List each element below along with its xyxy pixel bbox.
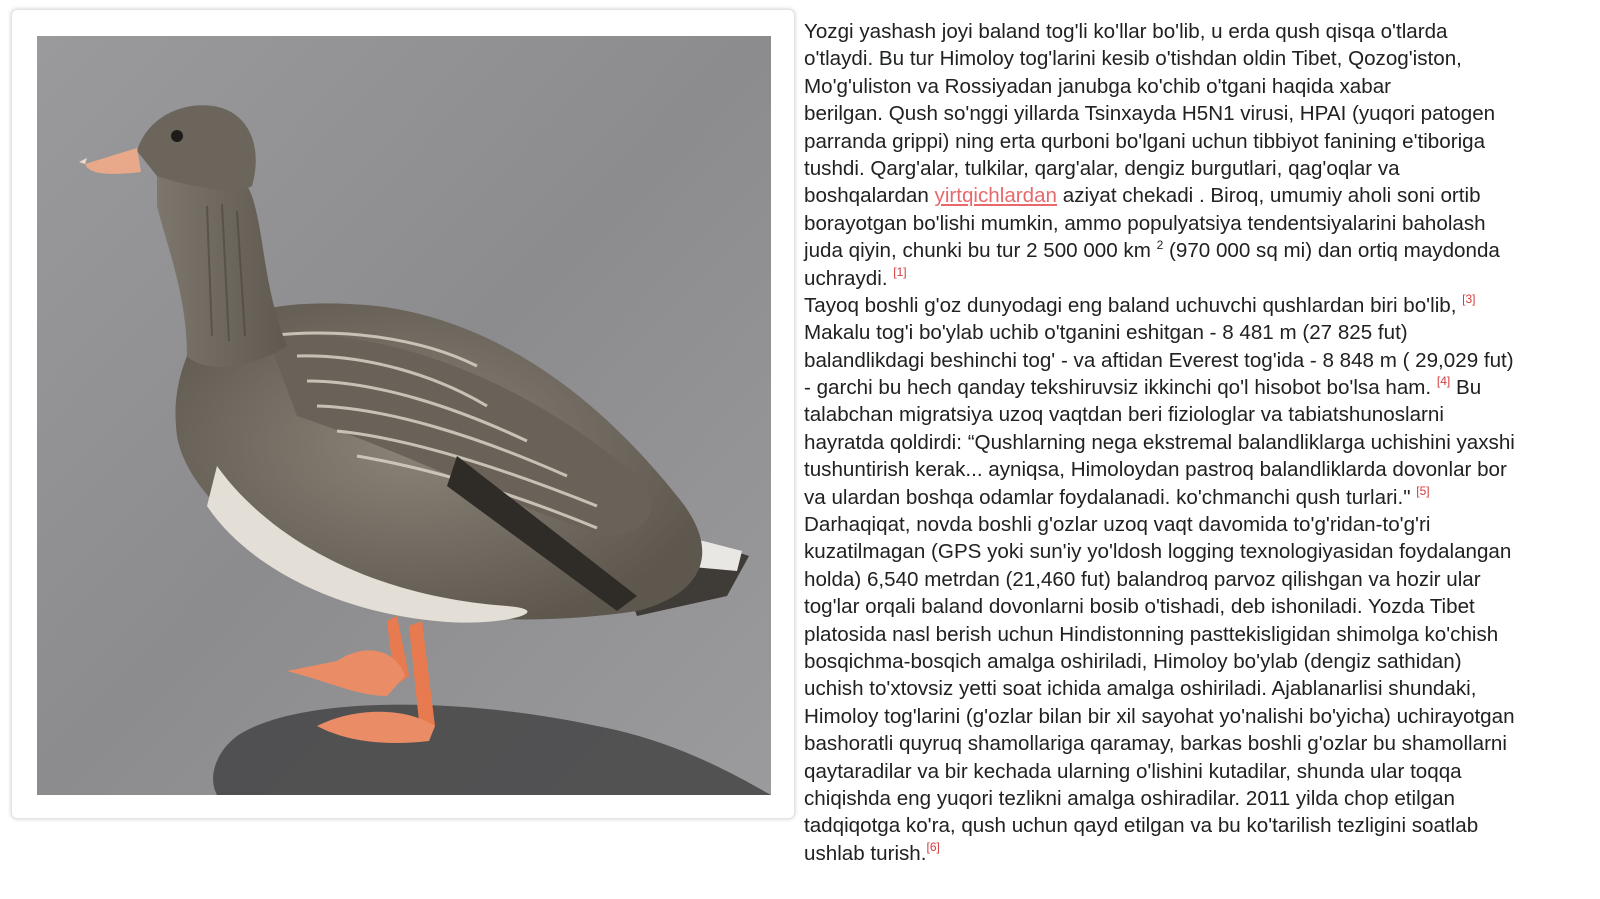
superscript-2: 2 [1156,238,1164,253]
text-line [804,265,1594,292]
text-line: borayotgan bo'lishi mumkin, ammo populyatsiya tendentsiyalarini baholash [804,211,1486,235]
text-line: kuzatilmagan (GPS yoki sun'iy yo'ldosh logging texnologiyasidan foydalangan [804,540,1512,564]
goose-photo[interactable] [37,36,771,795]
article-text [804,18,1594,867]
text-line: tog'lar orqali baland dovonlarni bosib o'tishadi, deb ishoniladi. Yozda Tibet [804,595,1475,619]
text-line: Yozgi yashash joyi baland tog'li ko'llar bo'lib, u erda qush qisqa o'tlarda [804,20,1448,43]
text-fragment: uchraydi. [804,266,894,290]
reference-link-4[interactable]: [4] [1436,374,1451,389]
text-line: qaytaradilar va bir kechada ularning o'lishini kutadilar, shunda ular toqqa [804,759,1462,783]
text-line [804,237,1594,264]
text-line [804,374,1594,401]
text-line [804,840,1594,867]
predators-link[interactable]: yirtqichlardan [934,184,1058,208]
text-line: bashoratli quyruq shamollariga qaramay, barkas boshli g'ozlar bu shamollarni [804,732,1507,756]
reference-link-6[interactable]: [6] [926,839,940,854]
text-line: o'tlaydi. Bu tur Himoloy tog'larini kesib o'tishdan oldin Tibet, Qozog'iston, [804,47,1462,71]
text-line [804,292,1594,319]
text-fragment: juda qiyin, chunki bu tur 2 500 000 km [804,239,1157,263]
text-line: tadqiqotga ko'ra, qush uchun qayd etilgan va bu ko'tarilish tezligini soatlab [804,814,1479,838]
text-line: hayratda qoldirdi: “Qushlarning nega ekstremal balandliklarga uchishini yaxshi [804,430,1515,454]
reference-link-1[interactable]: [1] [893,264,907,279]
text-fragment: Tayoq boshli g'oz dunyodagi eng baland uchuvchi qushlardan biri bo'lib, [804,293,1463,317]
text-line: parranda grippi) ning erta qurboni bo'lgani uchun tibbiyot fanining e'tiboriga [804,129,1486,153]
text-line: uchish to'xtovsiz yetti soat ichida amalga oshiriladi. Ajablanarlisi shundaki, [804,677,1477,701]
text-line: Makalu tog'i bo'ylab uchib o'tganini eshitgan - 8 481 m (27 825 fut) [804,321,1408,345]
text-line: tushuntirish kerak... ayniqsa, Himoloydan pastroq balandliklarda dovonlar bor [804,458,1507,482]
reference-link-3[interactable]: [3] [1462,291,1476,306]
text-fragment: (970 000 sq mi) dan ortiq maydonda [1163,239,1500,263]
text-line: berilgan. Qush so'nggi yillarda Tsinxayda H5N1 virusi, HPAI (yuqori patogen [804,102,1496,126]
reference-link-5[interactable]: [5] [1416,483,1430,498]
text-fragment: aziyat chekadi . Biroq, umumiy aholi soni ortib [1057,184,1481,208]
figure-card [11,9,795,819]
text-line: chiqishda eng yuqori tezlikni amalga oshiradilar. 2011 yilda chop etilgan [804,786,1456,810]
text-fragment: va ulardan boshqa odamlar foydalanadi. ko'chmanchi qush turlari." [804,485,1417,509]
text-line: platosida nasl berish uchun Hindistonning pasttekisligidan shimolga ko'chish [804,622,1499,646]
text-line: talabchan migratsiya uzoq vaqtdan beri fiziologlar va tabiatshunoslarni [804,403,1444,427]
text-line: Mo'g'uliston va Rossiyadan janubga ko'chib o'tgani haqida xabar [804,74,1392,98]
text-line: Himoloy tog'larini (g'ozlar bilan bir xil sayohat yo'nalishi bo'yicha) uchirayotgan [804,704,1515,728]
text-line: holda) 6,540 metrdan (21,460 fut) balandroq parvoz qilishgan va hozir ular [804,567,1481,591]
text-line: bosqichma-bosqich amalga oshiriladi, Himoloy bo'ylab (dengiz sathidan) [804,649,1462,673]
text-fragment: ushlab turish. [804,841,927,865]
text-line [804,484,1594,511]
text-fragment: boshqalardan [804,184,935,208]
text-line: balandlikdagi beshinchi tog' - va aftidan Everest tog'ida - 8 848 m ( 29,029 fut) [804,348,1514,372]
text-line: tushdi. Qarg'alar, tulkilar, qarg'alar, dengiz burgutlari, qag'oqlar va [804,156,1400,180]
text-fragment: - garchi bu hech qanday tekshiruvsiz ikkinchi qo'l hisobot bo'lsa ham. [804,376,1437,400]
text-fragment: Bu [1450,376,1482,400]
goose-illustration-icon [37,36,771,795]
text-line [804,182,1594,209]
text-line: Darhaqiqat, novda boshli g'ozlar uzoq vaqt davomida to'g'ridan-to'g'ri [804,513,1431,537]
